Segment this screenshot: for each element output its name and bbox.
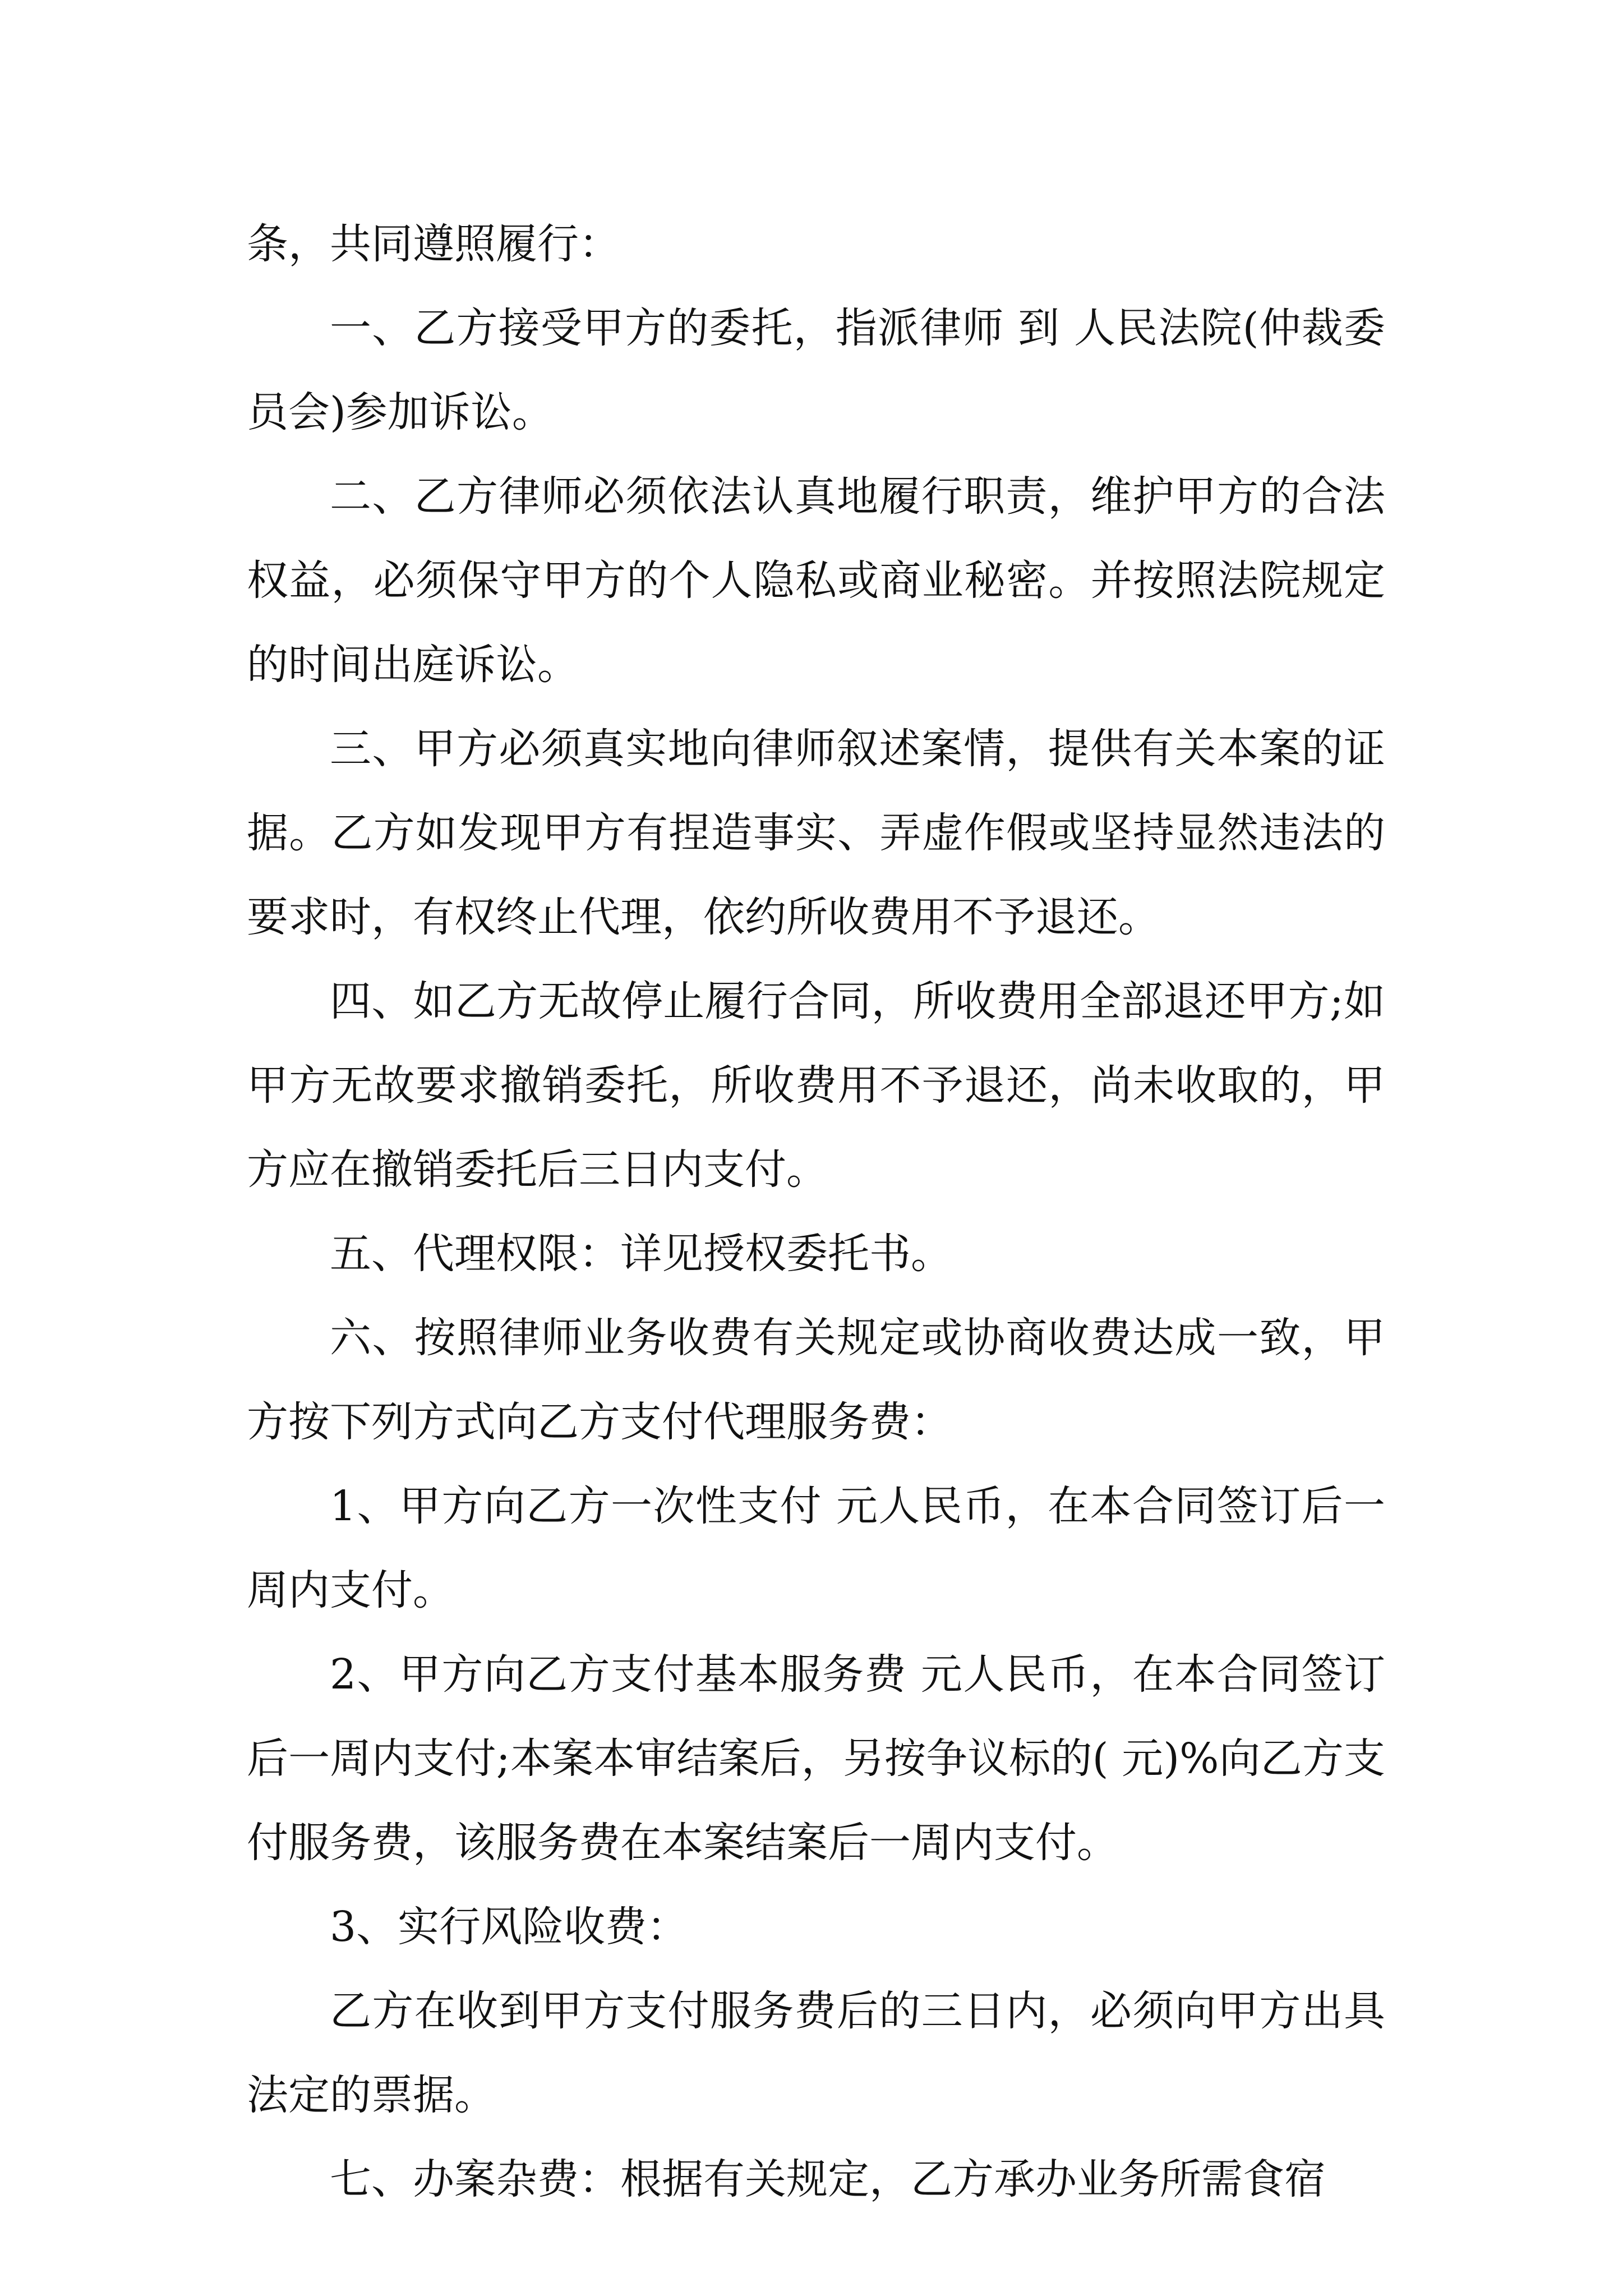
paragraph-clause-6: 六、按照律师业务收费有关规定或协商收费达成一致，甲方按下列方式向乙方支付代理服务费：: [247, 1314, 1385, 1446]
paragraph-clause-4: 四、如乙方无故停止履行合同，所收费用全部退还甲方;如甲方无故要求撤销委托，所收费用不予退还，尚未收取的，甲方应在撤销委托后三日内支付。: [247, 977, 1385, 1194]
paragraph-fee-option-1: 1、甲方向乙方一次性支付 元人民币，在本合同签订后一周内支付。: [247, 1482, 1385, 1614]
paragraph-clause-5: 五、代理权限：详见授权委托书。: [330, 1230, 952, 1278]
paragraph-clause-7: 七、办案杂费：根据有关规定，乙方承办业务所需食宿: [330, 2155, 1326, 2203]
paragraph-clause-2: 二、乙方律师必须依法认真地履行职责，维护甲方的合法权益，必须保守甲方的个人隐私或商业秘密。并按照法院规定的时间出庭诉讼。: [247, 472, 1385, 689]
paragraph-continuation: 条，共同遵照履行：: [247, 220, 620, 268]
document-body: [247, 202, 1385, 2221]
paragraph-clause-3: 三、甲方必须真实地向律师叙述案情，提供有关本案的证据。乙方如发现甲方有捏造事实、弄虚作假或坚持显然违法的要求时，有权终止代理，依约所收费用不予退还。: [247, 725, 1385, 941]
paragraph-fee-option-3: 3、实行风险收费：: [330, 1903, 689, 1951]
paragraph-fee-option-2: 2、甲方向乙方支付基本服务费 元人民币，在本合同签订后一周内支付;本案本审结案后，另按争议标的( 元)%向乙方支付服务费，该服务费在本案结案后一周内支付。: [247, 1650, 1385, 1867]
paragraph-clause-1: 一、乙方接受甲方的委托，指派律师 到 人民法院(仲裁委员会)参加诉讼。: [247, 304, 1385, 436]
paragraph-receipt: 乙方在收到甲方支付服务费后的三日内，必须向甲方出具法定的票据。: [247, 1987, 1385, 2119]
